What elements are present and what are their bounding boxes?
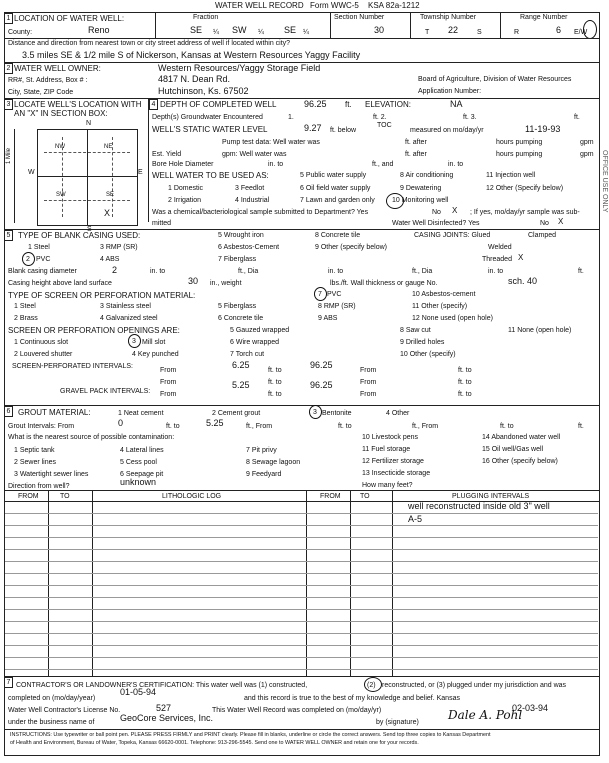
contam-16: 16 Other (specify below)	[482, 458, 558, 465]
openings-label: SCREEN OR PERFORATION OPENINGS ARE:	[8, 326, 180, 335]
groundwater-3: ft. 3.	[463, 114, 477, 121]
casing-9: 9 Other (specify below)	[315, 244, 387, 251]
yield-ft-after: ft. after	[405, 151, 427, 158]
section-number-label: Section Number	[334, 14, 385, 21]
distance-value: 3.5 miles SE & 1/2 mile S of Nickerson, Kansas at Western Resources Yaggy Facility	[22, 50, 361, 60]
disinfected-label: Water Well Disinfected? Yes	[392, 220, 480, 227]
se-label: SE	[106, 192, 115, 198]
use-6: 6 Oil field water supply	[300, 185, 371, 192]
grout-ft-from-2: ft., From	[412, 423, 439, 430]
gravel-ft-to: ft. to	[268, 391, 282, 398]
contam-14: 14 Abandoned water well	[482, 434, 561, 441]
direction-label: Direction from well?	[8, 483, 70, 490]
bore-ft-and: ft., and	[372, 161, 394, 168]
threaded-mark: X	[518, 253, 524, 262]
use-2: 2 Irrigation	[168, 197, 202, 204]
use-7: 7 Lawn and garden only	[300, 197, 375, 204]
disinfected-no-mark: X	[558, 217, 564, 226]
county-label: County:	[8, 29, 33, 36]
perf-ft-to: ft. to	[268, 367, 282, 374]
chemical-no-label: No	[432, 209, 441, 216]
township-prefix: T	[425, 29, 430, 36]
casing-3: 3 RMP (SR)	[100, 244, 138, 251]
threaded-label: Threaded	[482, 256, 512, 263]
well-location-mark: X	[104, 208, 111, 218]
west-label: W	[28, 169, 35, 176]
license-value: 527	[156, 703, 172, 713]
nw-label: NW	[55, 144, 65, 150]
business-name-value: GeoCore Services, Inc.	[120, 713, 214, 723]
use-4: 4 Industrial	[235, 197, 270, 204]
county-value: Reno	[88, 25, 110, 35]
measured-label: measured on mo/day/yr	[410, 127, 484, 134]
pump-hours: hours pumping	[496, 139, 543, 146]
perf-ft-to-2: ft. to	[458, 367, 472, 374]
grout-3-num: 3	[313, 409, 317, 416]
fraction-2: SW	[232, 25, 247, 35]
screen-5: 5 Fiberglass	[218, 303, 257, 310]
groundwater-label: Depth(s) Groundwater Encountered	[152, 114, 263, 121]
screen-10: 10 Asbestos-cement	[412, 291, 476, 298]
log-col-plugging: PLUGGING INTERVALS	[452, 493, 530, 500]
depth-ft: ft.	[345, 100, 352, 109]
log-col-from: FROM	[18, 493, 39, 500]
contamination-label: What is the nearest source of possible contamination:	[8, 434, 175, 441]
section-value: 30	[374, 25, 385, 35]
grout-to-value: 5.25	[206, 418, 224, 428]
mitted-label: mitted	[152, 220, 172, 227]
groundwater-2: ft. 2.	[373, 114, 387, 121]
section-3-number: 3	[4, 99, 13, 110]
monitoring-well-circle	[386, 193, 404, 209]
depth-label: DEPTH OF COMPLETED WELL	[160, 100, 277, 109]
casing-type-label: TYPE OF BLANK CASING USED:	[18, 231, 141, 240]
township-value: 22	[448, 25, 459, 35]
grout-2: 2 Cement grout	[212, 410, 261, 417]
pump-ft-after: ft. after	[405, 139, 427, 146]
record-completed-label: This Water Well Record was completed on (mo/day/yr)	[212, 707, 382, 714]
screen-pvc-circle	[314, 287, 327, 301]
perf-ft-to-4: ft. to	[458, 379, 472, 386]
opening-3: Mill slot	[142, 339, 166, 346]
contam-6: 6 Seepage pit	[120, 471, 164, 478]
pump-gpm: gpm	[580, 139, 594, 146]
casing-7: 7 Fiberglass	[218, 256, 257, 263]
grout-ft-to: ft. to	[166, 423, 180, 430]
section-4-number: 4	[149, 99, 158, 110]
use-1: 1 Domestic	[168, 185, 204, 192]
welded-label: Welded	[488, 244, 512, 251]
opening-4: 4 Key punched	[132, 351, 179, 358]
screen-3: 3 Stainless steel	[100, 303, 151, 310]
use-12: 12 Other (Specify below)	[486, 185, 564, 192]
screen-7: PVC	[327, 291, 342, 298]
opening-2: 2 Louvered shutter	[14, 351, 73, 358]
contam-3: 3 Watertight sewer lines	[14, 471, 89, 478]
chemical-sample-question: Was a chemical/bacteriological sample submitted to Department? Yes	[152, 209, 369, 216]
section-1-number: 1	[4, 13, 13, 24]
gravel-from-2: From	[360, 391, 377, 398]
sw-label: SW	[56, 192, 66, 198]
contam-10: 10 Livestock pens	[362, 434, 419, 441]
pump-test-label: Pump test data: Well water was	[222, 139, 320, 146]
fraction-3: SE	[284, 25, 297, 35]
section-6-number: 6	[4, 406, 13, 417]
record-completed-date: 02-03-94	[512, 703, 549, 713]
section-5-number: 5	[4, 230, 13, 241]
signature: Dale A. Pohl	[448, 708, 523, 722]
bore-diameter-label: Bore Hole Diameter	[152, 161, 214, 168]
distance-label: Distance and direction from nearest town or city street address of well if located within city?	[8, 40, 291, 47]
fraction-label: Fraction	[193, 14, 219, 21]
static-level-label: WELL'S STATIC WATER LEVEL	[152, 125, 268, 134]
address-label: RR#, St. Address, Box # :	[8, 77, 88, 84]
mill-slot-circle	[128, 334, 141, 348]
toc-value: TOC	[377, 122, 392, 129]
quarter-2: ¼	[258, 29, 264, 36]
log-col-from-2: FROM	[320, 493, 341, 500]
signature-label: by (signature)	[376, 719, 419, 726]
opening-9: 9 Drilled holes	[400, 339, 445, 346]
south-label: S	[87, 226, 92, 233]
opening-3-num: 3	[132, 338, 136, 345]
blank-diameter-label: Blank casing diameter	[8, 268, 77, 275]
yield-hours: hours pumping	[496, 151, 543, 158]
opening-10: 10 Other (specify)	[400, 351, 456, 358]
east-west: E/W	[574, 29, 588, 36]
grout-ft: ft.	[578, 423, 584, 430]
groundwater-1: 1.	[288, 114, 294, 121]
city-value: Hutchinson, Ks. 67502	[158, 86, 249, 96]
screen-4: 4 Galvanized steel	[100, 315, 158, 322]
grout-3: Bentonite	[322, 410, 352, 417]
casing-joints-label: CASING JOINTS: Glued	[414, 232, 491, 239]
perf-from-4: From	[360, 379, 377, 386]
range-number-label: Range Number	[520, 14, 568, 21]
blank-in-to-2: in. to	[328, 268, 344, 275]
clamped-label: Clamped	[528, 232, 557, 239]
blank-in-to-3: in. to	[488, 268, 504, 275]
elevation-label: ELEVATION:	[365, 100, 411, 109]
perf-from-2: From	[360, 367, 377, 374]
license-label: Water Well Contractor's License No.	[8, 707, 121, 714]
perf-to-value: 96.25	[310, 360, 333, 370]
casing-height-label: Casing height above land surface	[8, 280, 112, 287]
use-9: 9 Dewatering	[400, 185, 442, 192]
grout-from-value: 0	[118, 418, 124, 428]
screen-9: 9 ABS	[318, 315, 338, 322]
instructions-line-1: INSTRUCTIONS: Use typewriter or ball point pen. PLEASE PRESS FIRMLY and PRINT clearly. Please fill in blanks, underline or circle the correct answers. Send top three copies to Kansas Department	[10, 732, 491, 738]
casing-2-num: 2	[26, 256, 30, 263]
range-prefix: R	[514, 29, 520, 36]
reconstructed-number: (2)	[367, 682, 376, 689]
range-value: 6	[556, 25, 562, 35]
certification-text: CONTRACTOR'S OR LANDOWNER'S CERTIFICATION: This water well was (1) constructed,	[16, 682, 308, 689]
business-name-label: under the business name of	[8, 719, 95, 726]
measured-date: 11-19-93	[525, 124, 561, 134]
location-label: LOCATION OF WATER WELL:	[14, 14, 125, 23]
perf-from-value: 6.25	[232, 360, 250, 370]
contam-15: 15 Oil well/Gas well	[482, 446, 544, 453]
north-label: N	[86, 120, 92, 127]
use-label: WELL WATER TO BE USED AS:	[152, 171, 269, 180]
screen-11: 11 Other (specify)	[412, 303, 468, 310]
wall-thickness-label: lbs./ft. Wall thickness or gauge No.	[330, 280, 438, 287]
how-many-feet-label: How many feet?	[362, 482, 413, 489]
bore-in-to: in. to	[268, 161, 284, 168]
contam-12: 12 Fertilizer storage	[362, 458, 424, 465]
township-number-label: Township Number	[420, 14, 477, 21]
screen-1: 1 Steel	[14, 303, 36, 310]
contam-13: 13 Insecticide storage	[362, 470, 431, 477]
completed-date: 01-05-94	[120, 687, 157, 697]
casing-weight-label: in., weight	[210, 280, 242, 287]
opening-8: 8 Saw cut	[400, 327, 431, 334]
grout-ft-to-2: ft. to	[338, 423, 352, 430]
application-number-label: Application Number:	[418, 88, 482, 95]
blank-in-to: in. to	[150, 268, 166, 275]
completed-rest: and this record is true to the best of my knowledge and belief. Kansas	[244, 695, 460, 702]
grout-ft-to-3: ft. to	[500, 423, 514, 430]
blank-ft: ft.	[578, 268, 584, 275]
below-label: ft. below	[330, 127, 357, 134]
perf-from-label: From	[160, 367, 177, 374]
bore-in-to-2: in. to	[448, 161, 464, 168]
plugging-note-2: A-5	[408, 514, 423, 524]
plugging-note-1: well reconstructed inside old 3" well	[408, 501, 550, 511]
screen-12: 12 None used (open hole)	[412, 315, 493, 322]
mile-label: 1 Mile	[6, 147, 12, 164]
perf-ft-to-3: ft. to	[268, 379, 282, 386]
yield-gpm: gpm: Well water was	[222, 151, 287, 158]
gravel-from-value: 5.25	[232, 380, 250, 390]
opening-5: 5 Gauzed wrapped	[230, 327, 290, 334]
contam-11: 11 Fuel storage	[362, 446, 411, 453]
grout-1: 1 Neat cement	[118, 410, 164, 417]
static-level-value: 9.27	[304, 123, 322, 133]
casing-4: 4 ABS	[100, 256, 120, 263]
west-circle	[583, 20, 597, 39]
fraction-1: SE	[190, 25, 203, 35]
form-title: WATER WELL RECORD	[215, 1, 304, 10]
log-col-lithologic: LITHOLOGIC LOG	[162, 493, 222, 500]
ksa-number: KSA 82a-1212	[368, 1, 420, 10]
casing-2: PVC	[36, 256, 51, 263]
quarter-3: ¼	[303, 29, 309, 36]
screen-2: 2 Brass	[14, 315, 38, 322]
city-label: City, State, ZIP Code	[8, 89, 74, 96]
gravel-ft-to-2: ft. to	[458, 391, 472, 398]
screen-8: 8 RMP (SR)	[318, 303, 356, 310]
bentonite-circle	[309, 405, 322, 419]
contam-9: 9 Feedyard	[246, 471, 282, 478]
casing-height-value: 30	[188, 276, 199, 286]
instructions-line-2: of Health and Environment, Bureau of Water, Topeka, Kansas 66620-0001. Telephone: 913-296-5545. Send one to WATER WELL OWNER and retain one for your records.	[10, 740, 419, 746]
gauge-value: sch. 40	[508, 276, 538, 286]
gravel-from-label: From	[160, 391, 177, 398]
opening-1: 1 Continuous slot	[14, 339, 69, 346]
pvc-circle	[22, 252, 35, 266]
blank-ft-dia: ft., Dia	[238, 268, 259, 275]
form-number: Form WWC-5	[310, 1, 359, 10]
gravel-pack-label: GRAVEL PACK INTERVALS:	[60, 388, 151, 395]
groundwater-ft: ft.	[574, 114, 580, 121]
office-use-margin: OFFICE USE ONLY	[601, 150, 608, 213]
gravel-to-value: 96.25	[310, 380, 333, 390]
disinfected-no-label: No	[540, 220, 549, 227]
use-3: 3 Feedlot	[235, 185, 265, 192]
owner-value: Western Resources/Yaggy Storage Field	[158, 63, 321, 73]
direction-value: unknown	[120, 477, 157, 487]
perforated-intervals-label: SCREEN-PERFORATED INTERVALS:	[12, 363, 133, 370]
agency-label: Board of Agriculture, Division of Water Resources	[418, 76, 572, 83]
contam-1: 1 Septic tank	[14, 447, 55, 454]
locate-label-1: LOCATE WELL'S LOCATION WITH	[14, 100, 142, 109]
grout-ft-from: ft., From	[246, 423, 273, 430]
township-suffix: S	[477, 29, 482, 36]
log-col-to-2: TO	[360, 493, 370, 500]
opening-6: 6 Wire wrapped	[230, 339, 280, 346]
use-8: 8 Air conditioning	[400, 172, 454, 179]
certification-text-2: reconstructed, or (3) plugged under my jurisdiction and was	[382, 682, 567, 689]
elevation-value: NA	[450, 99, 463, 109]
casing-1: 1 Steel	[28, 244, 50, 251]
casing-8: 8 Concrete tile	[315, 232, 361, 239]
section-2-number: 2	[4, 63, 13, 74]
use-5: 5 Public water supply	[300, 172, 367, 179]
opening-7: 7 Torch cut	[230, 351, 265, 358]
completed-label: completed on (mo/day/year)	[8, 695, 96, 702]
screen-type-label: TYPE OF SCREEN OR PERFORATION MATERIAL:	[8, 291, 196, 300]
yield-label: Est. Yield	[152, 151, 182, 158]
ne-label: NE	[104, 144, 113, 150]
section-7-number: 7	[4, 677, 13, 688]
depth-value: 96.25	[304, 99, 327, 109]
opening-11: 11 None (open hole)	[508, 327, 572, 334]
blank-diameter-value: 2	[112, 265, 118, 275]
blank-ft-dia-2: ft., Dia	[412, 268, 433, 275]
grout-4: 4 Other	[386, 410, 410, 417]
locate-label-2: AN "X" IN SECTION BOX:	[14, 109, 108, 118]
screen-pvc-num: 7	[318, 291, 322, 298]
use-10: 10 Monitoring well	[392, 197, 449, 204]
casing-6: 6 Asbestos-Cement	[218, 244, 280, 251]
use-11: 11 Injection well	[486, 172, 536, 179]
contam-2: 2 Sewer lines	[14, 459, 57, 466]
chemical-no-mark: X	[452, 206, 458, 215]
log-col-to: TO	[60, 493, 70, 500]
perf-from-3: From	[160, 379, 177, 386]
chemical-if-yes: ; If yes, mo/day/yr sample was sub-	[470, 209, 580, 216]
reconstructed-circle	[364, 677, 382, 692]
owner-label: WATER WELL OWNER:	[14, 64, 101, 73]
contam-8: 8 Sewage lagoon	[246, 459, 301, 466]
quarter-1: ¼	[213, 29, 219, 36]
yield-gpm-end: gpm	[580, 151, 594, 158]
east-label: E	[138, 169, 143, 176]
contam-7: 7 Pit privy	[246, 447, 277, 454]
contam-4: 4 Lateral lines	[120, 447, 164, 454]
screen-6: 6 Concrete tile	[218, 315, 264, 322]
grout-material-label: GROUT MATERIAL:	[18, 408, 91, 417]
casing-5: 5 Wrought iron	[218, 232, 264, 239]
grout-intervals-label: Grout Intervals: From	[8, 423, 75, 430]
contam-5: 5 Cess pool	[120, 459, 157, 466]
address-value: 4817 N. Dean Rd.	[158, 74, 231, 84]
